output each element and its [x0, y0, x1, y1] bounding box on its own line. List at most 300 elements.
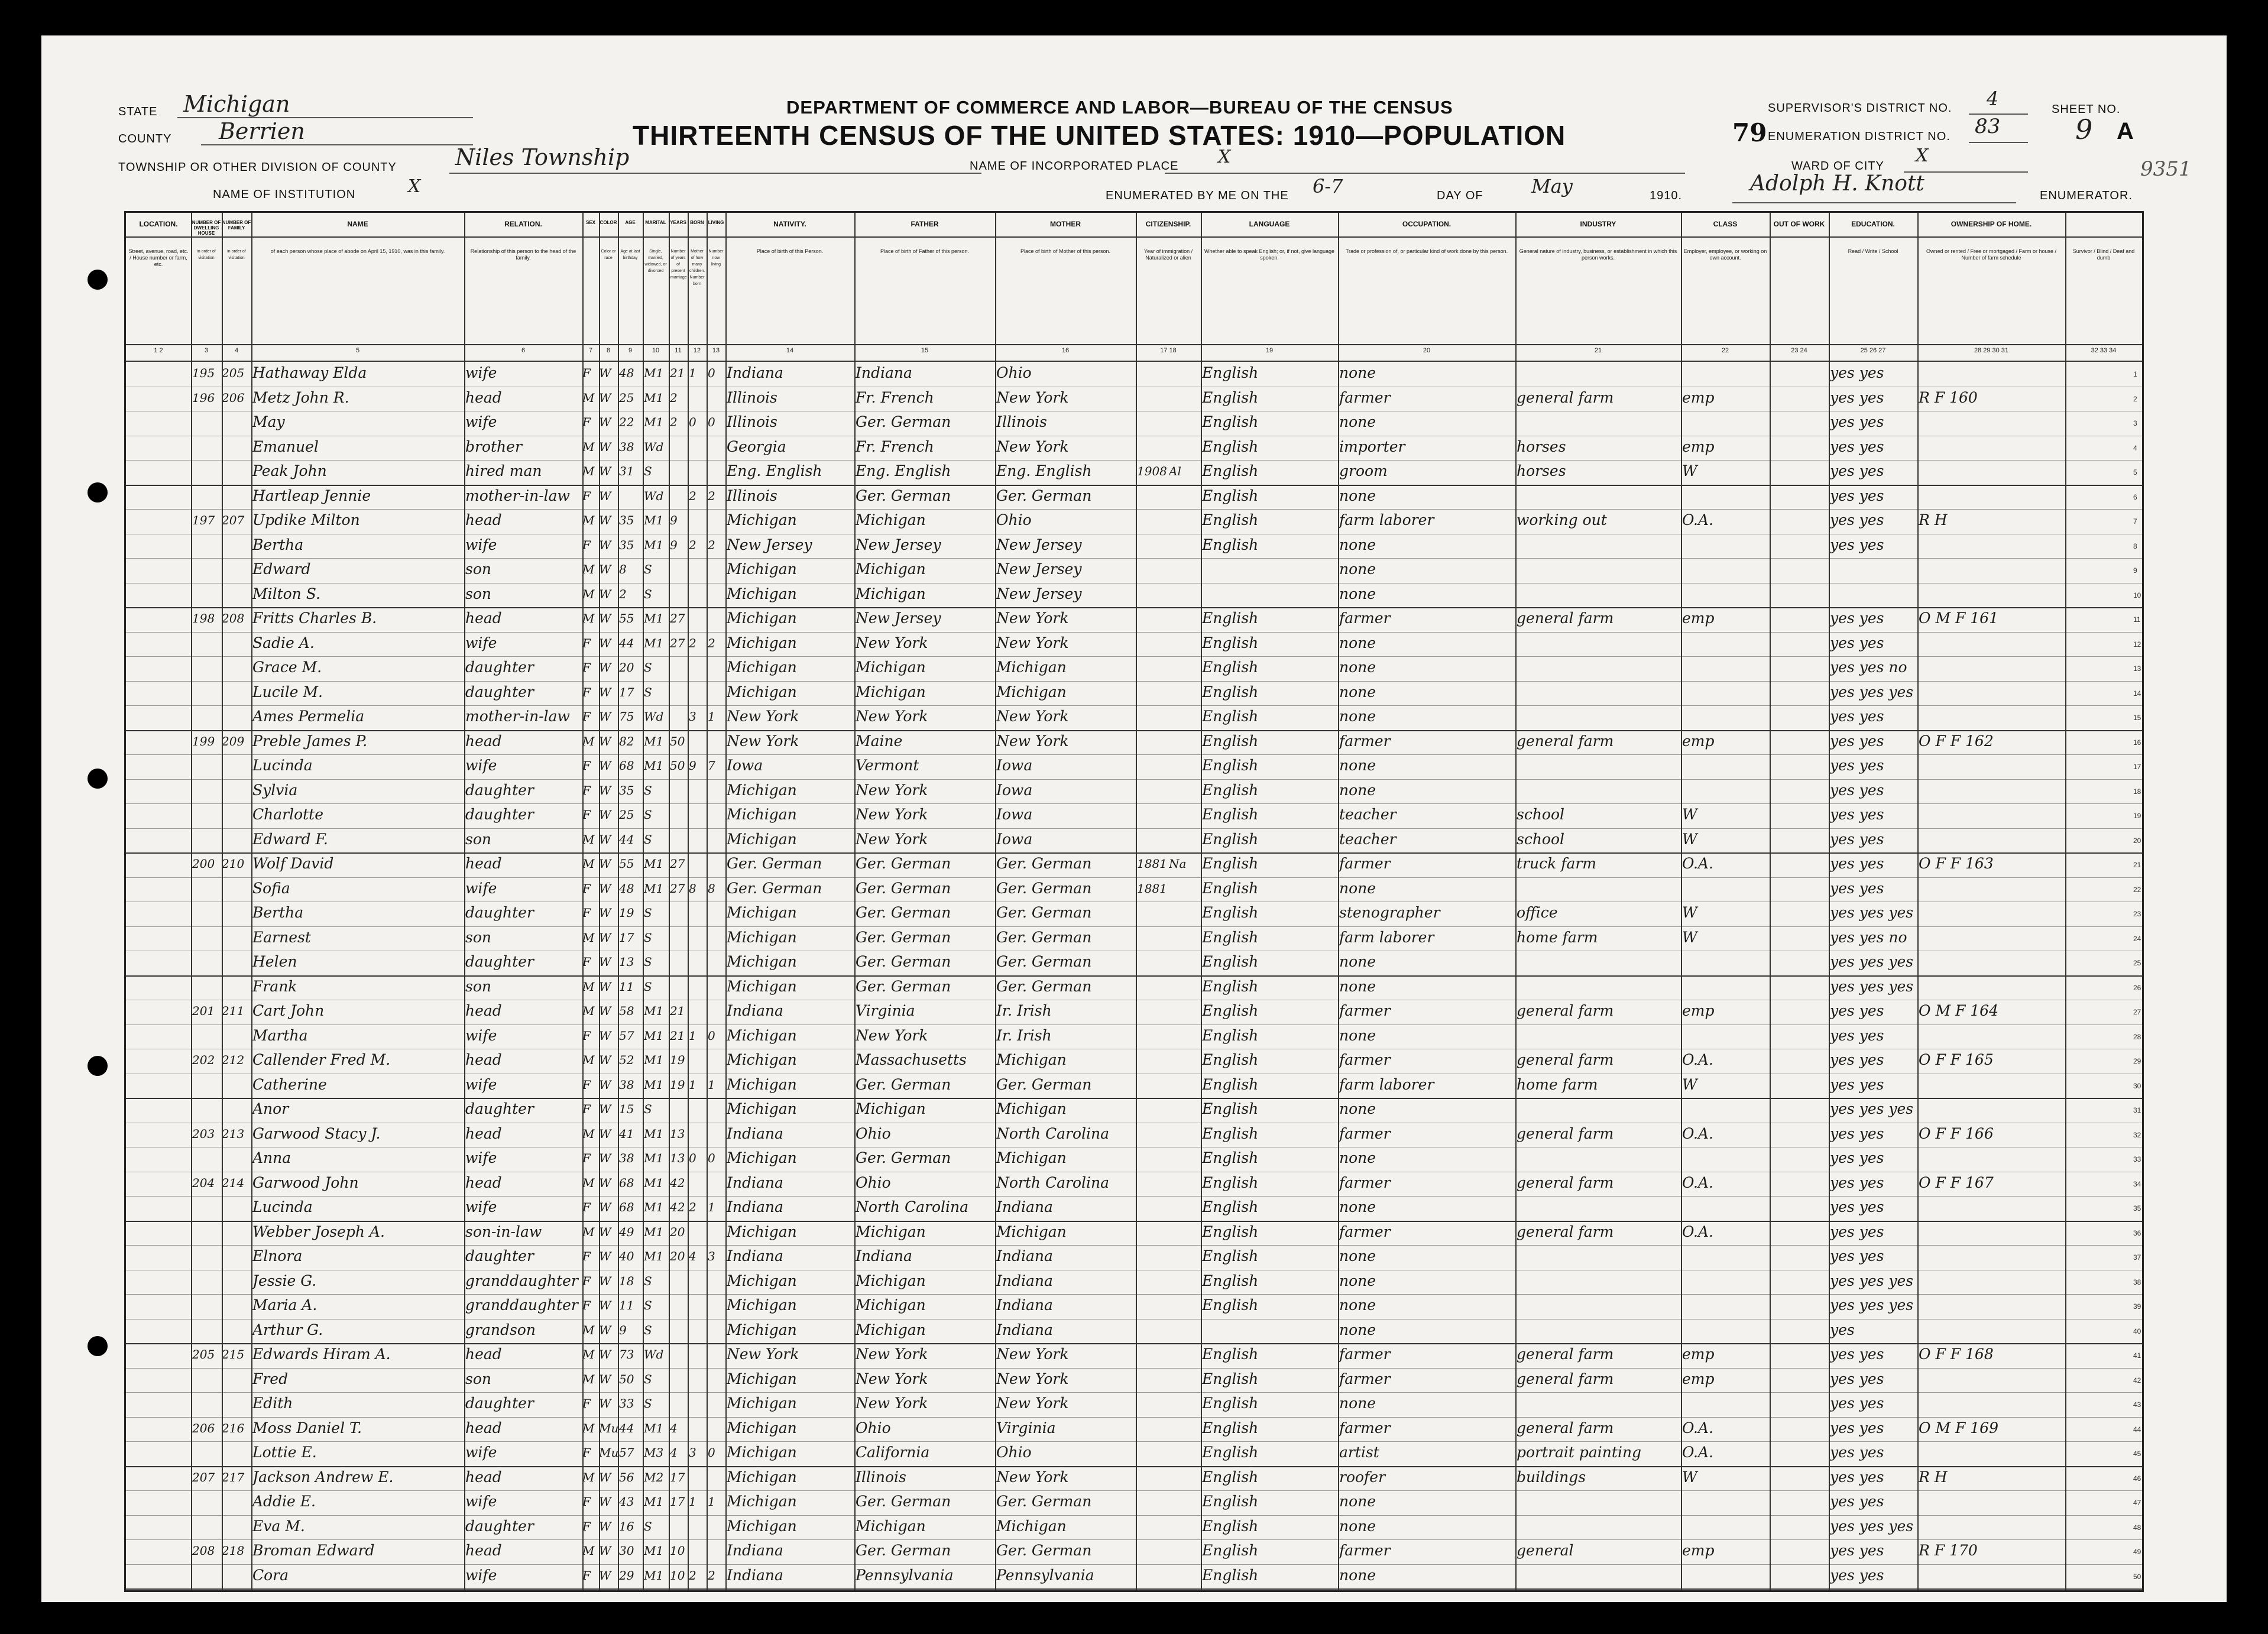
- marriage-years-cell: 19: [670, 1077, 685, 1092]
- line-number: 31: [2133, 1106, 2141, 1114]
- employment-class-cell: O.A.: [1682, 1051, 1713, 1068]
- occupation-cell: farmer: [1339, 1419, 1391, 1437]
- occupation-cell: farm laborer: [1339, 928, 1434, 946]
- marital-status-cell: M1: [644, 1126, 664, 1141]
- education-cell: yes yes: [1830, 413, 1884, 430]
- line-number: 1: [2133, 370, 2137, 378]
- relation-cell: head: [465, 1419, 502, 1437]
- column-divider: [688, 213, 689, 1590]
- marital-status-cell: S: [644, 1322, 652, 1337]
- relation-cell: son: [465, 560, 491, 578]
- children-living-cell: 1: [708, 709, 715, 724]
- column-title: OWNERSHIP OF HOME.: [1951, 220, 2032, 228]
- relation-cell: granddaughter: [465, 1296, 578, 1314]
- employment-class-cell: emp: [1682, 437, 1715, 455]
- occupation-cell: teacher: [1339, 806, 1397, 823]
- color-cell: W: [599, 1273, 611, 1288]
- township-line: [449, 173, 981, 174]
- sex-cell: M: [582, 857, 595, 871]
- birthplace-cell: New Jersey: [727, 536, 812, 553]
- family-number-cell: 209: [222, 734, 245, 748]
- line-number: 19: [2133, 812, 2141, 820]
- column-title: RELATION.: [504, 220, 542, 228]
- language-cell: English: [1202, 1149, 1259, 1166]
- person-name-cell: Fred: [252, 1370, 289, 1387]
- birthplace-cell: New York: [727, 708, 799, 725]
- table-row: [126, 730, 2142, 754]
- children-living-cell: 0: [708, 415, 715, 429]
- education-cell: yes yes: [1830, 388, 1884, 406]
- line-number: 34: [2133, 1179, 2141, 1188]
- column-number: 20: [1423, 347, 1431, 354]
- marital-status-cell: Wd: [644, 488, 664, 503]
- father-birthplace-cell: North Carolina: [856, 1198, 969, 1215]
- sex-cell: M: [582, 390, 595, 405]
- language-cell: English: [1202, 732, 1259, 750]
- industry-cell: working out: [1517, 511, 1607, 529]
- industry-cell: general farm: [1517, 1124, 1614, 1142]
- education-cell: yes yes: [1830, 536, 1884, 553]
- marital-status-cell: M1: [644, 1077, 664, 1092]
- marital-status-cell: M1: [644, 513, 664, 527]
- sex-cell: F: [582, 636, 591, 650]
- color-cell: W: [599, 685, 611, 699]
- mother-birthplace-cell: Ir. Irish: [996, 1026, 1052, 1044]
- mother-birthplace-cell: Ger. German: [996, 1493, 1092, 1510]
- column-headers: [126, 213, 2142, 361]
- birthplace-cell: Michigan: [727, 928, 797, 946]
- column-divider: [2142, 213, 2143, 1590]
- occupation-cell: teacher: [1339, 830, 1397, 848]
- sex-cell: M: [582, 979, 595, 994]
- color-cell: W: [599, 1102, 611, 1116]
- occupation-cell: none: [1339, 953, 1376, 970]
- marriage-years-cell: 17: [670, 1494, 685, 1509]
- family-number-cell: 210: [222, 857, 245, 871]
- immigration-year-cell: 1881: [1137, 857, 1167, 871]
- mother-birthplace-cell: Ger. German: [996, 904, 1092, 921]
- occupation-cell: farmer: [1339, 1173, 1391, 1191]
- person-name-cell: Broman Edward: [252, 1542, 375, 1559]
- line-number: 44: [2133, 1425, 2141, 1434]
- relation-cell: wife: [465, 1075, 497, 1093]
- father-birthplace-cell: Indiana: [856, 364, 912, 381]
- column-number: 23 24: [1791, 347, 1807, 354]
- birthplace-cell: Indiana: [727, 1247, 783, 1265]
- employment-class-cell: O.A.: [1682, 1223, 1713, 1240]
- column-title: CLASS: [1713, 220, 1738, 228]
- person-name-cell: Maria A.: [252, 1296, 317, 1314]
- table-row: [126, 1343, 2142, 1367]
- father-birthplace-cell: Ger. German: [856, 977, 951, 995]
- father-birthplace-cell: California: [856, 1444, 930, 1461]
- birthplace-cell: Michigan: [727, 1149, 797, 1166]
- birthplace-cell: Illinois: [727, 388, 777, 406]
- marital-status-cell: S: [644, 1273, 652, 1288]
- marriage-years-cell: 13: [670, 1151, 685, 1165]
- person-name-cell: Ames Permelia: [252, 708, 365, 725]
- occupation-cell: none: [1339, 413, 1376, 430]
- children-living-cell: 1: [708, 1200, 715, 1214]
- mother-birthplace-cell: New Jersey: [996, 536, 1082, 553]
- color-cell: W: [599, 562, 611, 576]
- line-number: 11: [2133, 615, 2141, 624]
- father-birthplace-cell: Michigan: [856, 511, 926, 529]
- marital-status-cell: S: [644, 1519, 652, 1534]
- marital-status-cell: M1: [644, 857, 664, 871]
- person-name-cell: Edward: [252, 560, 311, 578]
- county-label: COUNTY: [118, 132, 172, 145]
- education-cell: yes yes: [1830, 708, 1884, 725]
- column-description: Whether able to speak English; or, if not, give language spoken.: [1204, 248, 1335, 261]
- marriage-years-cell: 4: [670, 1421, 678, 1435]
- home-ownership-cell: O F F 165: [1919, 1051, 1994, 1068]
- column-divider: [251, 213, 252, 1590]
- education-cell: yes yes: [1830, 1002, 1884, 1019]
- column-description: Street, avenue, road, etc. / House number or farm, etc.: [128, 248, 189, 267]
- table-row: [126, 632, 2142, 656]
- table-row: [126, 951, 2142, 975]
- language-cell: English: [1202, 437, 1259, 455]
- enumerated-label: ENUMERATED BY ME ON THE: [1106, 189, 1289, 202]
- person-name-cell: Grace M.: [252, 659, 322, 676]
- sex-cell: M: [582, 1372, 595, 1386]
- father-birthplace-cell: Eng. English: [856, 462, 951, 479]
- sex-cell: M: [582, 1322, 595, 1337]
- table-row: [126, 509, 2142, 533]
- table-row: [126, 583, 2142, 607]
- marital-status-cell: M1: [644, 366, 664, 380]
- education-cell: yes: [1830, 1321, 1855, 1338]
- education-cell: yes yes yes: [1830, 1517, 1914, 1535]
- education-cell: yes yes: [1830, 806, 1884, 823]
- column-number: 25 26 27: [1860, 347, 1886, 354]
- census-sheet: [41, 35, 2227, 1602]
- relation-cell: daughter: [465, 806, 534, 823]
- line-number: 33: [2133, 1155, 2141, 1163]
- column-number: 17 18: [1160, 347, 1177, 354]
- language-cell: English: [1202, 1198, 1259, 1215]
- age-cell: 38: [619, 1077, 634, 1092]
- language-cell: English: [1202, 1566, 1259, 1584]
- sex-cell: F: [582, 537, 591, 552]
- column-number: 1 2: [154, 347, 163, 354]
- education-cell: yes yes: [1830, 1051, 1884, 1068]
- mother-birthplace-cell: Iowa: [996, 757, 1033, 774]
- column-divider: [725, 213, 727, 1590]
- language-cell: English: [1202, 1124, 1259, 1142]
- children-living-cell: 3: [708, 1249, 715, 1263]
- mother-birthplace-cell: Indiana: [996, 1272, 1053, 1289]
- birthplace-cell: Ger. German: [727, 855, 822, 872]
- birthplace-cell: Michigan: [727, 977, 797, 995]
- column-divider: [1515, 213, 1517, 1590]
- column-number: 4: [234, 347, 239, 354]
- marital-status-cell: M3: [644, 1445, 664, 1460]
- occupation-cell: none: [1339, 683, 1376, 701]
- line-number: 36: [2133, 1228, 2141, 1237]
- institution-value: X: [408, 176, 421, 197]
- table-row: [126, 436, 2142, 460]
- header-rule: [126, 361, 2142, 362]
- language-cell: English: [1202, 904, 1259, 921]
- birthplace-cell: Eng. English: [727, 462, 822, 479]
- education-cell: yes yes: [1830, 487, 1884, 504]
- table-row: [126, 803, 2142, 828]
- father-birthplace-cell: Ger. German: [856, 1075, 951, 1093]
- sex-cell: F: [582, 906, 591, 920]
- employment-class-cell: O.A.: [1682, 1444, 1713, 1461]
- column-description: Owned or rented / Free or mortgaged / Farm or house / Number of farm schedule: [1926, 248, 2057, 261]
- column-divider: [854, 213, 856, 1590]
- dwelling-number-cell: 196: [192, 390, 215, 405]
- sex-cell: M: [582, 1347, 595, 1361]
- color-cell: W: [599, 906, 611, 920]
- industry-cell: school: [1517, 806, 1565, 823]
- marital-status-cell: M1: [644, 390, 664, 405]
- marital-status-cell: M1: [644, 636, 664, 650]
- column-title: AGE: [625, 220, 636, 225]
- supervisor-label: SUPERVISOR'S DISTRICT NO.: [1768, 102, 1952, 115]
- column-description: Read / Write / School: [1848, 248, 1898, 254]
- industry-cell: general farm: [1517, 388, 1614, 406]
- children-living-cell: 7: [708, 758, 715, 773]
- education-cell: yes yes: [1830, 364, 1884, 381]
- father-birthplace-cell: Ger. German: [856, 1493, 951, 1510]
- education-cell: yes yes: [1830, 1149, 1884, 1166]
- relation-cell: mother-in-law: [465, 708, 570, 725]
- color-cell: W: [599, 1372, 611, 1386]
- color-cell: W: [599, 1249, 611, 1263]
- relation-cell: wife: [465, 1444, 497, 1461]
- employment-class-cell: O.A.: [1682, 511, 1713, 529]
- birthplace-cell: Michigan: [727, 1395, 797, 1412]
- census-table: [124, 211, 2144, 1592]
- page-stamp: 79: [1732, 118, 1767, 147]
- sex-cell: M: [582, 1126, 595, 1141]
- language-cell: English: [1202, 757, 1259, 774]
- year-label: 1910.: [1650, 189, 1683, 202]
- education-cell: yes yes yes: [1830, 1296, 1914, 1314]
- age-cell: 13: [619, 955, 634, 969]
- line-number: 30: [2133, 1081, 2141, 1090]
- column-title: INDUSTRY: [1580, 220, 1616, 228]
- education-cell: yes yes: [1830, 1444, 1884, 1461]
- age-cell: 55: [619, 857, 634, 871]
- marital-status-cell: M1: [644, 1053, 664, 1067]
- color-cell: W: [599, 758, 611, 773]
- person-name-cell: Edwards Hiram A.: [252, 1346, 391, 1363]
- line-number: 24: [2133, 934, 2141, 943]
- age-cell: 44: [619, 832, 634, 847]
- age-cell: 41: [619, 1126, 634, 1141]
- occupation-cell: none: [1339, 536, 1376, 553]
- person-name-cell: Sylvia: [252, 781, 298, 799]
- relation-cell: brother: [465, 437, 522, 455]
- column-description: in order of visitation: [197, 249, 216, 260]
- education-cell: yes yes: [1830, 1198, 1884, 1215]
- employment-class-cell: O.A.: [1682, 1124, 1713, 1142]
- education-cell: yes yes yes: [1830, 953, 1914, 970]
- language-cell: English: [1202, 708, 1259, 725]
- column-divider: [995, 213, 996, 1590]
- color-cell: W: [599, 586, 611, 601]
- relation-cell: head: [465, 388, 502, 406]
- age-cell: 75: [619, 709, 634, 724]
- county-line: [201, 144, 473, 145]
- occupation-cell: farmer: [1339, 1002, 1391, 1019]
- age-cell: 8: [619, 562, 627, 576]
- industry-cell: portrait painting: [1517, 1444, 1642, 1461]
- sex-cell: M: [582, 930, 595, 945]
- mother-birthplace-cell: Michigan: [996, 1149, 1067, 1166]
- marriage-years-cell: 27: [670, 881, 685, 896]
- marital-status-cell: M1: [644, 537, 664, 552]
- marital-status-cell: S: [644, 1372, 652, 1386]
- age-cell: 48: [619, 366, 634, 380]
- column-title: OUT OF WORK: [1773, 220, 1825, 228]
- color-cell: W: [599, 734, 611, 748]
- language-cell: English: [1202, 781, 1259, 799]
- birthplace-cell: Michigan: [727, 659, 797, 676]
- color-cell: W: [599, 783, 611, 797]
- occupation-cell: none: [1339, 1149, 1376, 1166]
- children-born-cell: 1: [689, 1494, 696, 1509]
- occupation-cell: farmer: [1339, 388, 1391, 406]
- relation-cell: hired man: [465, 462, 542, 479]
- children-born-cell: 2: [689, 1200, 696, 1214]
- column-description: Year of immigration / Naturalized or alien: [1143, 248, 1193, 261]
- occupation-cell: none: [1339, 757, 1376, 774]
- children-living-cell: 0: [708, 1028, 715, 1043]
- father-birthplace-cell: Ohio: [856, 1124, 891, 1142]
- color-cell: W: [599, 415, 611, 429]
- column-divider: [1338, 213, 1339, 1590]
- table-row: [126, 1368, 2142, 1392]
- marital-status-cell: M1: [644, 1568, 664, 1583]
- children-born-cell: 1: [689, 366, 696, 380]
- occupation-cell: farmer: [1339, 1346, 1391, 1363]
- education-cell: yes yes: [1830, 1346, 1884, 1363]
- occupation-cell: none: [1339, 1321, 1376, 1338]
- ward-value: X: [1916, 145, 1929, 166]
- relation-cell: daughter: [465, 683, 534, 701]
- birthplace-cell: Illinois: [727, 413, 777, 430]
- table-row: [126, 1294, 2142, 1318]
- dwelling-number-cell: 205: [192, 1347, 215, 1361]
- person-name-cell: Emanuel: [252, 437, 319, 455]
- color-cell: W: [599, 1224, 611, 1239]
- color-cell: W: [599, 1494, 611, 1509]
- relation-cell: head: [465, 1542, 502, 1559]
- family-number-cell: 214: [222, 1175, 245, 1190]
- marital-status-cell: S: [644, 586, 652, 601]
- column-divider: [669, 213, 670, 1590]
- table-row: [126, 1270, 2142, 1294]
- table-row: [126, 828, 2142, 852]
- line-number: 22: [2133, 885, 2141, 894]
- relation-cell: wife: [465, 1198, 497, 1215]
- family-number-cell: 216: [222, 1421, 245, 1435]
- column-description: Place of birth of this Person.: [756, 248, 824, 254]
- line-number: 4: [2133, 443, 2137, 452]
- birthplace-cell: Michigan: [727, 585, 797, 602]
- industry-cell: general farm: [1517, 1223, 1614, 1240]
- column-number: 22: [1721, 347, 1729, 354]
- employment-class-cell: W: [1682, 904, 1697, 921]
- table-row: [126, 1441, 2142, 1466]
- children-born-cell: 2: [689, 1568, 696, 1583]
- relation-cell: son: [465, 1370, 491, 1387]
- home-ownership-cell: O F F 168: [1919, 1346, 1994, 1363]
- sex-cell: F: [582, 488, 591, 503]
- marital-status-cell: S: [644, 783, 652, 797]
- children-born-cell: 1: [689, 1028, 696, 1043]
- color-cell: W: [599, 808, 611, 822]
- age-cell: 22: [619, 415, 634, 429]
- marital-status-cell: M1: [644, 1175, 664, 1190]
- person-name-cell: Milton S.: [252, 585, 320, 602]
- person-name-cell: Helen: [252, 953, 297, 970]
- marriage-years-cell: 4: [670, 1445, 678, 1460]
- table-row: [126, 1417, 2142, 1441]
- sex-cell: F: [582, 1494, 591, 1509]
- table-row: [126, 1466, 2142, 1490]
- line-number: 27: [2133, 1008, 2141, 1016]
- color-cell: W: [599, 832, 611, 847]
- header-rule: [126, 236, 2142, 238]
- mother-birthplace-cell: Ir. Irish: [996, 1002, 1052, 1019]
- relation-cell: head: [465, 1051, 502, 1068]
- line-number: 48: [2133, 1523, 2141, 1532]
- column-number: 32 33 34: [2091, 347, 2117, 354]
- home-ownership-cell: O F F 166: [1919, 1124, 1994, 1142]
- relation-cell: head: [465, 511, 502, 529]
- person-name-cell: Bertha: [252, 536, 304, 553]
- column-title: BORN: [690, 220, 704, 225]
- enumerator-line: [1732, 202, 2016, 203]
- occupation-cell: none: [1339, 1100, 1376, 1117]
- occupation-cell: roofer: [1339, 1468, 1386, 1486]
- census-title: THIRTEENTH CENSUS OF THE UNITED STATES: 1910—POPULATION: [633, 120, 1566, 151]
- occupation-cell: none: [1339, 1272, 1376, 1289]
- person-name-cell: Fritts Charles B.: [252, 609, 377, 627]
- father-birthplace-cell: Michigan: [856, 1517, 926, 1535]
- birthplace-cell: Michigan: [727, 806, 797, 823]
- sex-cell: M: [582, 1224, 595, 1239]
- occupation-cell: none: [1339, 1247, 1376, 1265]
- line-number: 35: [2133, 1204, 2141, 1212]
- column-number: 28 29 30 31: [1974, 347, 2009, 354]
- line-number: 32: [2133, 1130, 2141, 1139]
- education-cell: yes yes: [1830, 1419, 1884, 1437]
- mother-birthplace-cell: Ger. German: [996, 1075, 1092, 1093]
- birthplace-cell: Michigan: [727, 1493, 797, 1510]
- line-number: 15: [2133, 714, 2141, 722]
- employment-class-cell: O.A.: [1682, 1173, 1713, 1191]
- birthplace-cell: Michigan: [727, 1296, 797, 1314]
- marriage-years-cell: 20: [670, 1224, 685, 1239]
- column-number: 12: [693, 347, 701, 354]
- age-cell: 2: [619, 586, 627, 601]
- birthplace-cell: Indiana: [727, 1566, 783, 1584]
- mother-birthplace-cell: New York: [996, 388, 1069, 406]
- line-number: 49: [2133, 1548, 2141, 1556]
- line-number: 21: [2133, 861, 2141, 869]
- sex-cell: F: [582, 1102, 591, 1116]
- table-row: [126, 607, 2142, 631]
- sex-cell: F: [582, 1273, 591, 1288]
